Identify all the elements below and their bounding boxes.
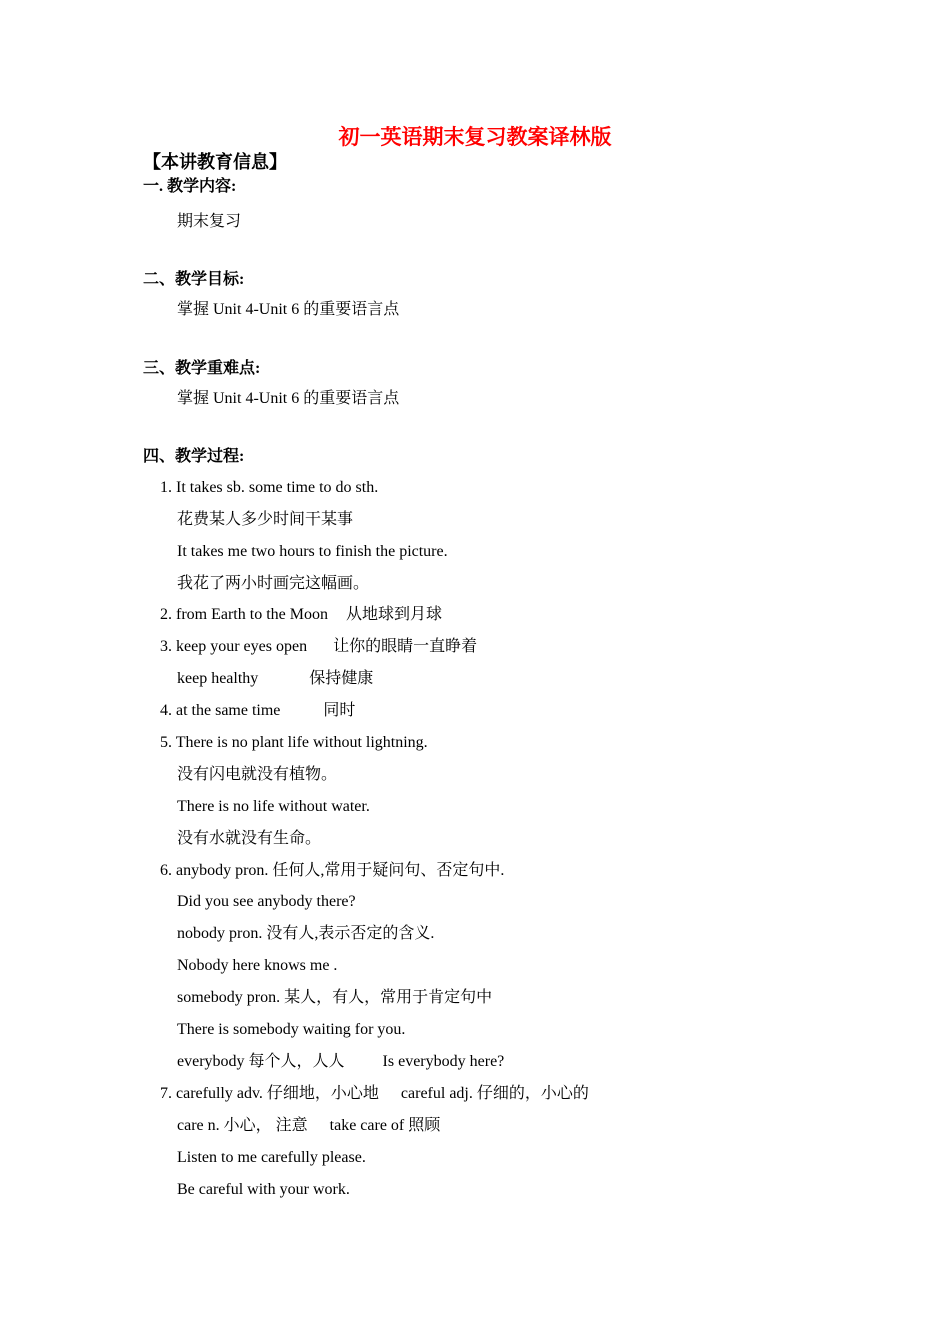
process-item-2 [160, 604, 442, 626]
process-line: 没有闪电就没有植物。 [177, 766, 338, 783]
process-line [177, 668, 373, 690]
document-title: 初一英语期末复习教案译林版 [338, 125, 612, 149]
process-phrase: 7. carefully adv. 仔细地，小心地 [160, 1085, 379, 1102]
section-text-key: 掌握 Unit 4-Unit 6 的重要语言点 [177, 390, 400, 407]
process-line [177, 1051, 504, 1073]
process-line: Nobody here knows me . [177, 957, 338, 974]
process-translation: 从地球到月球 [345, 606, 442, 623]
process-line: 我花了两小时画完这幅画。 [177, 575, 370, 592]
process-item-7 [160, 1083, 589, 1105]
process-line: Did you see anybody there? [177, 893, 356, 910]
process-line: somebody pron. 某人，有人，常用于肯定句中 [177, 989, 493, 1006]
process-phrase: 3. keep your eyes open [160, 638, 308, 655]
section-heading-key: 三、教学重难点: [143, 360, 261, 377]
section-text-goal: 掌握 Unit 4-Unit 6 的重要语言点 [177, 301, 400, 318]
process-translation: 让你的眼睛一直睁着 [333, 638, 478, 655]
process-line [177, 1115, 440, 1137]
section-text-content: 期末复习 [177, 213, 242, 230]
process-line: There is no life without water. [177, 798, 370, 815]
process-example: Is everybody here? [382, 1053, 505, 1070]
process-item-4 [160, 700, 355, 722]
process-phrase: 4. at the same time [160, 702, 281, 719]
process-phrase: careful adj. 仔细的，小心的 [400, 1085, 589, 1102]
process-phrase: take care of 照顾 [329, 1117, 441, 1134]
process-phrase: care n. 小心， 注意 [177, 1117, 308, 1134]
process-line: It takes me two hours to finish the picture. [177, 543, 448, 560]
process-line: Be careful with your work. [177, 1181, 350, 1198]
process-line: 花费某人多少时间干某事 [177, 511, 354, 528]
process-line: There is somebody waiting for you. [177, 1021, 406, 1038]
process-phrase: 2. from Earth to the Moon [160, 606, 328, 623]
process-translation: 同时 [323, 702, 356, 719]
process-item-5: 5. There is no plant life without lightning. [160, 734, 428, 751]
section-heading-content: 一. 教学内容: [143, 178, 237, 195]
process-phrase: keep healthy [177, 670, 259, 687]
process-item-1: 1. It takes sb. some time to do sth. [160, 479, 379, 496]
process-item-3 [160, 636, 477, 658]
process-line: Listen to me carefully please. [177, 1149, 366, 1166]
process-line: 没有水就没有生命。 [177, 830, 322, 847]
process-line: nobody pron. 没有人,表示否定的含义. [177, 925, 435, 942]
section-heading-goal: 二、教学目标: [143, 271, 245, 288]
process-phrase: everybody 每个人，人人 [177, 1053, 345, 1070]
info-header: 【本讲教育信息】 [143, 152, 287, 172]
process-item-6: 6. anybody pron. 任何人,常用于疑问句、否定句中. [160, 862, 505, 879]
section-heading-process: 四、教学过程: [143, 448, 245, 465]
process-translation: 保持健康 [309, 670, 374, 687]
